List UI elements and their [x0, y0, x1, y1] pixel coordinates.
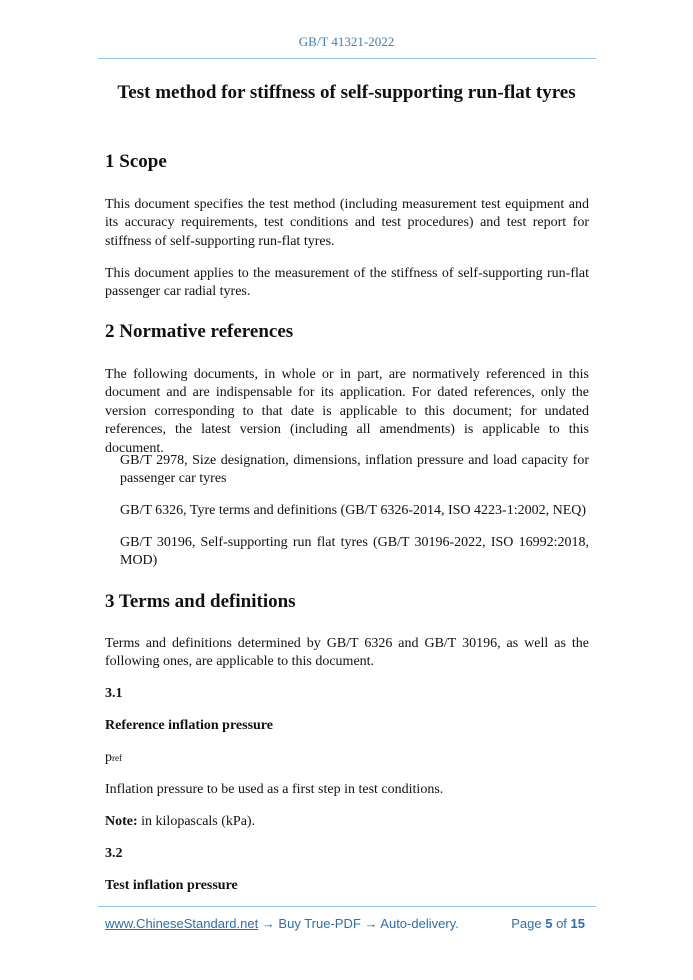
section-heading-normative: 2 Normative references	[105, 321, 294, 342]
of-label: of	[552, 916, 571, 931]
page-number: 5	[545, 916, 553, 931]
term-name: Test inflation pressure	[105, 878, 238, 893]
term-name: Reference inflation pressure	[105, 718, 273, 733]
running-header: GB/T 41321-2022	[298, 34, 395, 49]
note-text: in kilopascals (kPa).	[137, 814, 256, 829]
footer-divider	[98, 906, 596, 907]
term-definition: Inflation pressure to be used as a first step in test conditions.	[105, 782, 444, 797]
symbol-subscript: ref	[112, 753, 122, 763]
terms-paragraph: Terms and definitions determined by GB/T 6326 and GB/T 30196, as well as the following ones, are applicable to this document.	[105, 636, 589, 670]
page-footer	[105, 916, 585, 931]
term-number: 3.2	[105, 846, 123, 861]
website-link[interactable]: www.ChineseStandard.net	[105, 916, 259, 931]
term-note	[105, 813, 589, 831]
section-heading-scope: 1 Scope	[105, 151, 167, 172]
note-label: Note:	[105, 814, 138, 829]
normative-paragraph: The following documents, in whole or in part, are normatively referenced in this document and are indispensable for its application. For dated references, only the version corresponding to that date is applicable to this document; for undated references, the latest version (including all amendments) is applicable to this document.	[105, 367, 589, 456]
document-title: Test method for stiffness of self-supporting run-flat tyres	[117, 82, 576, 103]
section-heading-terms: 3 Terms and definitions	[105, 591, 296, 612]
scope-paragraph-2: This document applies to the measurement of the stiffness of self-supporting run-flat passenger car radial tyres.	[105, 266, 589, 300]
reference-item: GB/T 2978, Size designation, dimensions, inflation pressure and load capacity for passenger car tyres	[120, 453, 589, 487]
symbol: p	[105, 750, 112, 765]
page-counter	[511, 916, 585, 931]
reference-item: GB/T 30196, Self-supporting run flat tyres (GB/T 30196-2022, ISO 16992:2018, MOD)	[120, 535, 589, 569]
footer-promo	[105, 916, 459, 931]
page-label: Page	[511, 916, 546, 931]
page-total: 15	[570, 916, 585, 931]
footer-tagline: → Buy True-PDF → Auto-delivery.	[258, 916, 459, 931]
term-number: 3.1	[105, 686, 123, 701]
term-symbol	[105, 749, 589, 767]
header-divider	[98, 58, 596, 59]
reference-item: GB/T 6326, Tyre terms and definitions (GB/T 6326-2014, ISO 4223-1:2002, NEQ)	[120, 503, 587, 518]
scope-paragraph-1: This document specifies the test method (including measurement test equipment and its accuracy requirements, test conditions and test procedures) and test report for stiffness of self-supporting run-flat tyres.	[105, 197, 589, 249]
